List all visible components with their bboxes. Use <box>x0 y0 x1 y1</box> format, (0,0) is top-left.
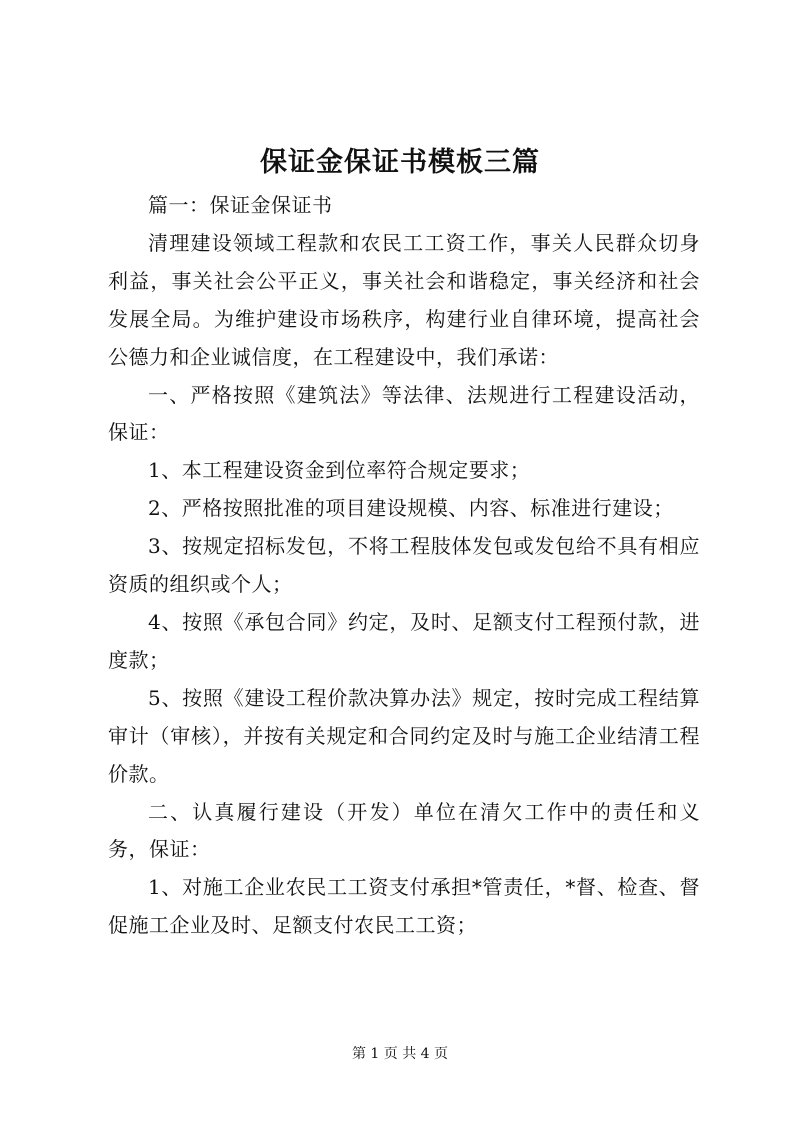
list-item: 1、本工程建设资金到位率符合规定要求； <box>148 458 531 483</box>
document-title: 保证金保证书模板三篇 <box>260 147 540 178</box>
list-item: 5、按照《建设工程价款决算办法》规定，按时完成工程结算审计（审核），并按有关规定和合同约定及时与施工企业结清工程价款。 <box>108 685 700 786</box>
paragraph: 二、认真履行建设（开发）单位在清欠工作中的责任和义务，保证： <box>108 799 700 862</box>
list-item: 4、按照《承包合同》约定，及时、足额支付工程预付款，进度款； <box>108 609 700 672</box>
page-number-footer: 第 1 页 共 4 页 <box>351 1046 449 1062</box>
list-item: 3、按规定招标发包，不将工程肢体发包或发包给不具有相应资质的组织或个人； <box>108 534 700 597</box>
list-item: 2、严格按照批准的项目建设规模、内容、标准进行建设； <box>148 496 674 521</box>
section-heading: 篇一：保证金保证书 <box>148 193 333 217</box>
document-body <box>108 187 700 945</box>
paragraph: 一、严格按照《建筑法》等法律、法规进行工程建设活动，保证： <box>108 382 700 445</box>
paragraph: 清理建设领域工程款和农民工工资工作，事关人民群众切身利益，事关社会公平正义，事关社会和谐稳定，事关经济和社会发展全局。为维护建设市场秩序，构建行业自律环境，提高社会公德力和企业诚信度，在工程建设中，我们承诺： <box>108 230 700 369</box>
list-item: 1、对施工企业农民工工资支付承担*管责任，*督、检查、督促施工企业及时、足额支付农民工工资； <box>108 875 700 938</box>
